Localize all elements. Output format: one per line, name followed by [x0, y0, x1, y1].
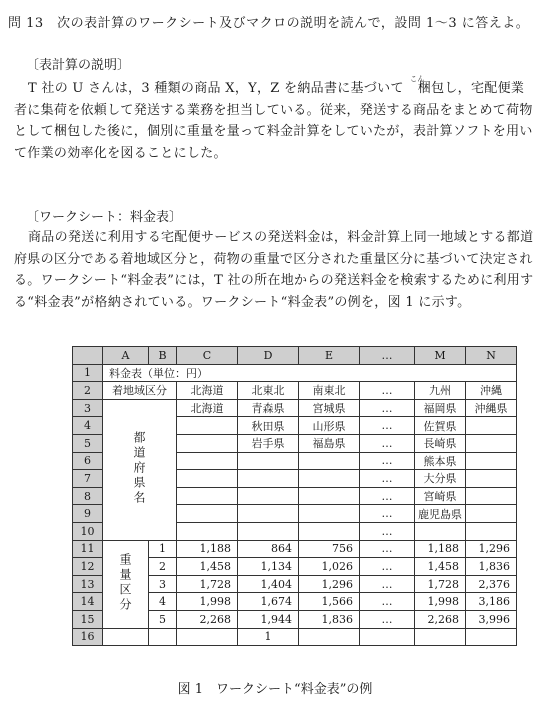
fee-cell: 1,566	[299, 593, 360, 611]
prefecture-cell: 大分県	[415, 470, 466, 488]
fee-cell: …	[360, 540, 415, 558]
prefecture-label-cell	[103, 399, 177, 540]
fee-cell: 1,458	[177, 558, 238, 576]
empty-cell	[177, 628, 238, 646]
prefecture-cell: 岩手県	[238, 434, 299, 452]
prefecture-cell: 鹿児島県	[415, 505, 466, 523]
region-cell: …	[360, 382, 415, 400]
ruby-reading: こん	[410, 75, 425, 83]
prefecture-cell	[177, 417, 238, 435]
fee-cell: 1,134	[238, 558, 299, 576]
col-header-n: N	[466, 347, 517, 365]
fee-table-worksheet	[72, 346, 517, 646]
fee-cell: 1,836	[299, 610, 360, 628]
prefecture-cell	[415, 522, 466, 540]
explanation-paragraph	[14, 75, 534, 164]
prefecture-cell	[466, 487, 517, 505]
prefecture-cell	[238, 522, 299, 540]
sheet-row-11	[73, 540, 517, 558]
empty-cell	[466, 628, 517, 646]
figure-caption: 図 1 ワークシート“料金表”の例	[177, 682, 373, 697]
col-header-m: M	[415, 347, 466, 365]
explanation-text-2: 包し，宅配便業者に集荷を依頼して発送する業務を担当している。従来，発送する商品をまとめて荷物として梱包した後に，個別に重量を量って料金計算をしていたが，表計算ソフトを用いて作業の効率化を図ることにした。	[14, 81, 533, 161]
worksheet-heading: 〔ワークシート：料金表〕	[26, 210, 183, 225]
row-header-14: 14	[73, 593, 103, 611]
fee-cell: 1,188	[415, 540, 466, 558]
fee-cell: 1,944	[238, 610, 299, 628]
fee-cell: 1,836	[466, 558, 517, 576]
region-label-cell: 着地域区分	[103, 382, 177, 400]
fee-cell: 1,188	[177, 540, 238, 558]
ruby-base: 梱	[417, 81, 432, 96]
fee-cell: 3,186	[466, 593, 517, 611]
sheet-row-2	[73, 382, 517, 400]
row16-d-cell: 1	[238, 628, 299, 646]
fee-cell: 1,296	[299, 575, 360, 593]
prefecture-cell: …	[360, 522, 415, 540]
prefecture-cell	[466, 522, 517, 540]
prefecture-cell: 福岡県	[415, 399, 466, 417]
weight-cell: 2	[149, 558, 177, 576]
row-header-8: 8	[73, 487, 103, 505]
prefecture-cell: 宮崎県	[415, 487, 466, 505]
row-header-16: 16	[73, 628, 103, 646]
fee-cell: 3,996	[466, 610, 517, 628]
row-header-10: 10	[73, 522, 103, 540]
fee-cell: 1,458	[415, 558, 466, 576]
prefecture-cell	[238, 487, 299, 505]
prefecture-cell: …	[360, 417, 415, 435]
prefecture-cell	[466, 452, 517, 470]
prefecture-cell	[177, 434, 238, 452]
fee-cell: …	[360, 610, 415, 628]
row-header-9: 9	[73, 505, 103, 523]
col-header-c: C	[177, 347, 238, 365]
prefecture-cell	[299, 452, 360, 470]
fee-cell: 1,998	[415, 593, 466, 611]
fee-cell: 1,674	[238, 593, 299, 611]
row-header-6: 6	[73, 452, 103, 470]
prefecture-cell	[177, 487, 238, 505]
empty-cell	[103, 628, 149, 646]
region-cell: 沖縄	[466, 382, 517, 400]
prefecture-cell: …	[360, 505, 415, 523]
row-header-11: 11	[73, 540, 103, 558]
prefecture-cell: …	[360, 399, 415, 417]
prefecture-cell	[238, 452, 299, 470]
fee-cell: 2,268	[415, 610, 466, 628]
prefecture-cell	[177, 522, 238, 540]
region-cell: 北東北	[238, 382, 299, 400]
prefecture-cell	[299, 470, 360, 488]
fee-cell: …	[360, 558, 415, 576]
fee-cell: 2,376	[466, 575, 517, 593]
region-cell: 南東北	[299, 382, 360, 400]
weight-cell: 1	[149, 540, 177, 558]
fee-cell: 1,728	[415, 575, 466, 593]
empty-cell	[415, 628, 466, 646]
prefecture-cell	[177, 505, 238, 523]
region-cell: 北海道	[177, 382, 238, 400]
row-header-7: 7	[73, 470, 103, 488]
fee-cell: 1,998	[177, 593, 238, 611]
fee-cell: …	[360, 593, 415, 611]
prefecture-cell: 青森県	[238, 399, 299, 417]
row-header-1: 1	[73, 364, 103, 382]
prefecture-cell	[299, 522, 360, 540]
prefecture-cell	[177, 452, 238, 470]
empty-cell	[299, 628, 360, 646]
sheet-row-16	[73, 628, 517, 646]
weight-cell: 4	[149, 593, 177, 611]
table-title-cell: 料金表（単位：円）	[103, 364, 517, 382]
fee-cell: 1,404	[238, 575, 299, 593]
col-header-e: E	[299, 347, 360, 365]
worksheet-paragraph: 商品の発送に利用する宅配便サービスの発送料金は，料金計算上同一地域とする都道府県の区分である着地域区分と，荷物の重量で区分された重量区分に基づいて決定される。ワークシート“料金表”には，T 社の所在地からの発送料金を検索するために利用する“料金表”が格納されている。ワークシート“料金表”の例を，図 1 に示す。	[14, 230, 534, 310]
row-header-15: 15	[73, 610, 103, 628]
col-header-d: D	[238, 347, 299, 365]
weight-label: 重量区分	[118, 552, 132, 613]
weight-label-cell	[103, 540, 149, 628]
row-header-12: 12	[73, 558, 103, 576]
fee-cell: …	[360, 575, 415, 593]
row-header-3: 3	[73, 399, 103, 417]
prefecture-cell	[299, 505, 360, 523]
weight-cell: 5	[149, 610, 177, 628]
empty-cell	[149, 628, 177, 646]
prefecture-cell: 福島県	[299, 434, 360, 452]
prefecture-cell: 秋田県	[238, 417, 299, 435]
prefecture-cell: …	[360, 452, 415, 470]
prefecture-label: 都道府県名	[132, 430, 146, 506]
prefecture-cell	[466, 505, 517, 523]
sheet-row-1	[73, 364, 517, 382]
ruby-kon	[404, 75, 432, 100]
prefecture-cell: 沖縄県	[466, 399, 517, 417]
column-header-row	[73, 347, 517, 365]
region-cell: 九州	[415, 382, 466, 400]
prefecture-cell: 熊本県	[415, 452, 466, 470]
prefecture-cell	[177, 470, 238, 488]
empty-cell	[360, 628, 415, 646]
prefecture-cell: …	[360, 470, 415, 488]
prefecture-cell	[466, 434, 517, 452]
fee-cell: 1,728	[177, 575, 238, 593]
fee-cell: 1,296	[466, 540, 517, 558]
explanation-heading: 〔表計算の説明〕	[26, 58, 131, 73]
prefecture-cell: …	[360, 434, 415, 452]
prefecture-cell	[466, 417, 517, 435]
weight-cell: 3	[149, 575, 177, 593]
prefecture-cell: …	[360, 487, 415, 505]
prefecture-cell	[299, 487, 360, 505]
explanation-text-1: T 社の U さんは，3 種類の商品 X，Y，Z を納品書に基づいて	[28, 81, 404, 96]
prefecture-cell	[238, 470, 299, 488]
row-header-2: 2	[73, 382, 103, 400]
sheet-row-3	[73, 399, 517, 417]
prefecture-cell	[238, 505, 299, 523]
col-header-dots: …	[360, 347, 415, 365]
prefecture-cell	[466, 470, 517, 488]
prefecture-cell: 長崎県	[415, 434, 466, 452]
fee-cell: 1,026	[299, 558, 360, 576]
row-header-4: 4	[73, 417, 103, 435]
fee-cell: 864	[238, 540, 299, 558]
col-header-a: A	[103, 347, 149, 365]
prefecture-cell: 佐賀県	[415, 417, 466, 435]
row-header-13: 13	[73, 575, 103, 593]
prefecture-cell: 北海道	[177, 399, 238, 417]
fee-cell: 756	[299, 540, 360, 558]
fee-cell: 2,268	[177, 610, 238, 628]
col-header-b: B	[149, 347, 177, 365]
prefecture-cell: 山形県	[299, 417, 360, 435]
prefecture-cell: 宮城県	[299, 399, 360, 417]
row-header-5: 5	[73, 434, 103, 452]
corner-cell	[73, 347, 103, 365]
question-title: 問 13 次の表計算のワークシート及びマクロの説明を読んで，設問 1～3 に答えよ。	[8, 16, 530, 31]
